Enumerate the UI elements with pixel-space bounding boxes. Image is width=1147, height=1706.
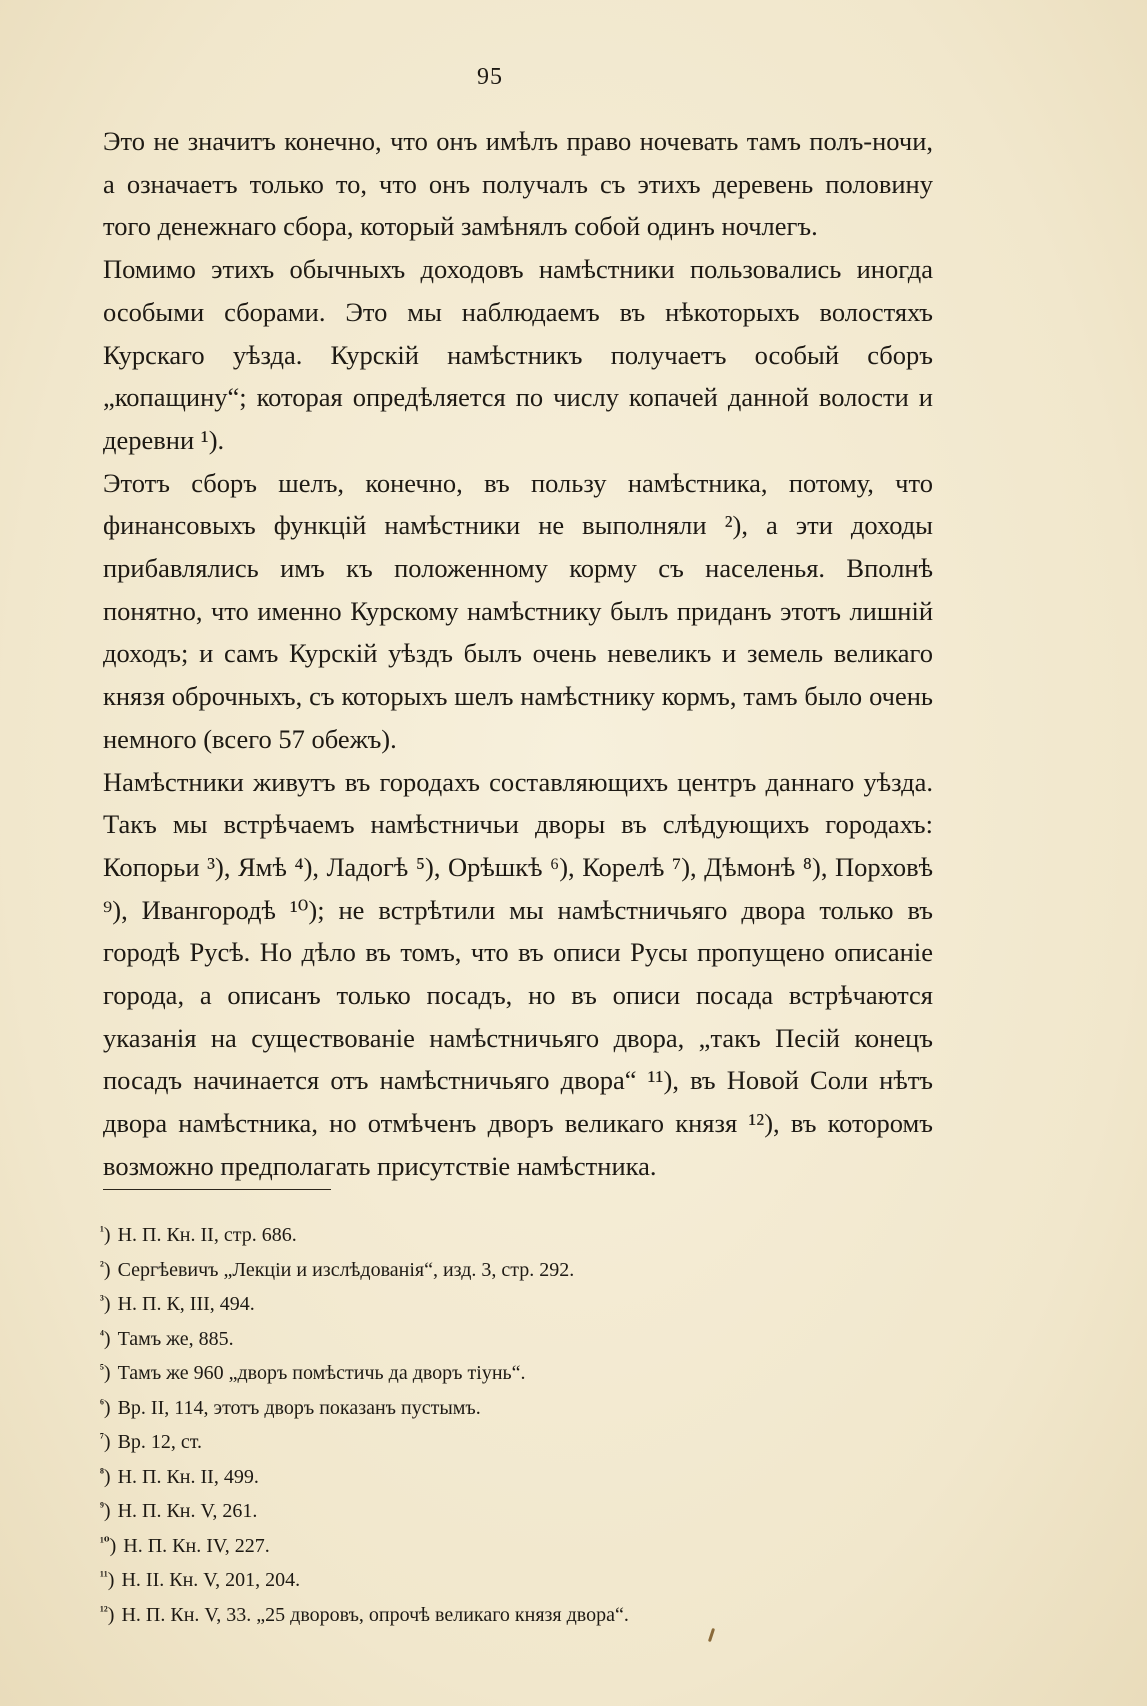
footnote-mark: ⁶ <box>100 1395 104 1411</box>
footnote-text: Вр. 12, ст. <box>117 1431 203 1453</box>
ink-speck <box>708 1628 715 1642</box>
footnote-mark: ¹¹ <box>100 1568 108 1583</box>
footnote-separator-rule <box>103 1189 331 1190</box>
footnote-text: Сергѣевичъ „Лекціи и изслѣдованія“, изд. 3, стр. 292. <box>117 1258 575 1281</box>
footnote-text: Н. П. Кн. II, 499. <box>117 1465 259 1488</box>
footnote-mark: ² <box>100 1257 104 1273</box>
footnote-mark: ³ <box>100 1292 104 1307</box>
footnote-4: $^{^4}$) Тамъ же, 885. <box>100 1326 234 1350</box>
footnote-text: Н. П. Кн. II, стр. 686. <box>117 1224 297 1246</box>
footnote-text: Тамъ же, 885. <box>117 1327 234 1350</box>
footnote-12: $^{^{12}}$) Н. П. Кн. V, 33. „25 дворовъ, опрочѣ великаго князя двора“. <box>100 1602 629 1626</box>
footnote-mark: ⁴ <box>100 1326 104 1342</box>
footnote-2: $^{^2}$) Сергѣевичъ „Лекціи и изслѣдованія“, изд. 3, стр. 292. <box>100 1257 575 1281</box>
paragraph-4: Намѣстники живутъ въ городахъ составляющихъ центръ даннаго уѣзда. Такъ мы встрѣчаемъ намѣстничьи дворы въ слѣдующихъ городахъ: Копорьи ³), Ямѣ ⁴), Ладогѣ ⁵), Орѣшкѣ ⁶), Корелѣ ⁷), Дѣмонѣ ⁸), Порховѣ ⁹), Ивангородѣ ¹⁰); не встрѣтили мы намѣстничьяго двора только въ городѣ Русѣ. Но дѣло въ томъ, что въ описи Русы пропущено описаніе города, а описанъ только посадъ, но въ описи посада встрѣчаются указанія на существованіе намѣстничьяго двора, „такъ Песій конецъ посадъ начинается отъ намѣстничьяго двора“ ¹¹), въ Новой Соли нѣтъ двора намѣстника, но отмѣченъ дворъ великаго князя ¹²), въ которомъ возможно предполагать присутствіе намѣстника. <box>103 766 933 1181</box>
footnote-mark: ¹ <box>100 1223 104 1238</box>
footnote-text: Тамъ же 960 „дворъ помѣстичь да дворъ тіунь“. <box>117 1362 526 1384</box>
footnote-3: $^{^3}$) Н. П. К, III, 494. <box>100 1292 255 1315</box>
footnote-mark: ⁵ <box>100 1361 104 1376</box>
footnote-11: $^{^{11}}$) Н. II. Кн. V, 201, 204. <box>100 1568 301 1591</box>
footnote-1: $^{^1}$) Н. П. Кн. II, стр. 686. <box>100 1223 297 1246</box>
paragraph-2: Помимо этихъ обычныхъ доходовъ намѣстники пользовались иногда особыми сборами. Это мы наблюдаемъ въ нѣкоторыхъ волостяхъ Курскаго уѣзда. Курскій намѣстникъ получаетъ особый сборъ „копащину“; которая опредѣляется по числу копачей данной волости и деревни ¹). <box>103 254 933 455</box>
footnote-text: Н. П. Кн. IV, 227. <box>123 1534 270 1557</box>
footnote-text: Н. П. Кн. V, 261. <box>117 1500 258 1522</box>
paragraph-1: Это не значитъ конечно, что онъ имѣлъ право ночевать тамъ полъ-ночи, а означаетъ только то, что онъ получалъ съ этихъ деревень половину того денежнаго сбора, который замѣнялъ собой одинъ ночлегъ. <box>103 126 933 242</box>
footnote-mark: ⁹ <box>100 1499 104 1514</box>
footnote-7: $^{^7}$) Вр. 12, ст. <box>100 1430 203 1453</box>
footnote-10: $^{^{10}}$) Н. П. Кн. IV, 227. <box>100 1533 270 1557</box>
footnote-text: Н. II. Кн. V, 201, 204. <box>121 1569 301 1591</box>
paragraph-3: Этотъ сборъ шелъ, конечно, въ пользу намѣстника, потому, что финансовыхъ функцій намѣстники не выполняли ²), а эти доходы прибавлялись имъ къ положенному корму съ населенья. Вполнѣ понятно, что именно Курскому намѣстнику былъ приданъ этотъ лишній доходъ; и самъ Курскій уѣздъ былъ очень невеликъ и земель великаго князя оброчныхъ, съ которыхъ шелъ намѣстнику кормъ, тамъ было очень немного (всего 57 обежъ). <box>103 467 933 754</box>
footnote-mark: ¹⁰ <box>100 1533 110 1549</box>
footnote-8: $^{^8}$) Н. П. Кн. II, 499. <box>100 1464 259 1488</box>
footnote-mark: ¹² <box>100 1602 108 1618</box>
footnote-text: Вр. II, 114, этотъ дворъ показанъ пустымъ. <box>117 1396 481 1419</box>
footnotes <box>100 1216 930 1630</box>
page-number: 95 <box>477 64 503 90</box>
footnote-6: $^{^6}$) Вр. II, 114, этотъ дворъ показанъ пустымъ. <box>100 1395 481 1419</box>
footnote-5: $^{^5}$) Тамъ же 960 „дворъ помѣстичь да дворъ тіунь“. <box>100 1361 526 1384</box>
footnote-text: Н. П. К, III, 494. <box>117 1293 255 1315</box>
footnote-text: Н. П. Кн. V, 33. „25 дворовъ, опрочѣ великаго князя двора“. <box>121 1603 629 1626</box>
body-text <box>103 120 933 1188</box>
footnote-mark: ⁷ <box>100 1430 104 1445</box>
footnote-9: $^{^9}$) Н. П. Кн. V, 261. <box>100 1499 258 1522</box>
footnote-mark: ⁸ <box>100 1464 104 1480</box>
